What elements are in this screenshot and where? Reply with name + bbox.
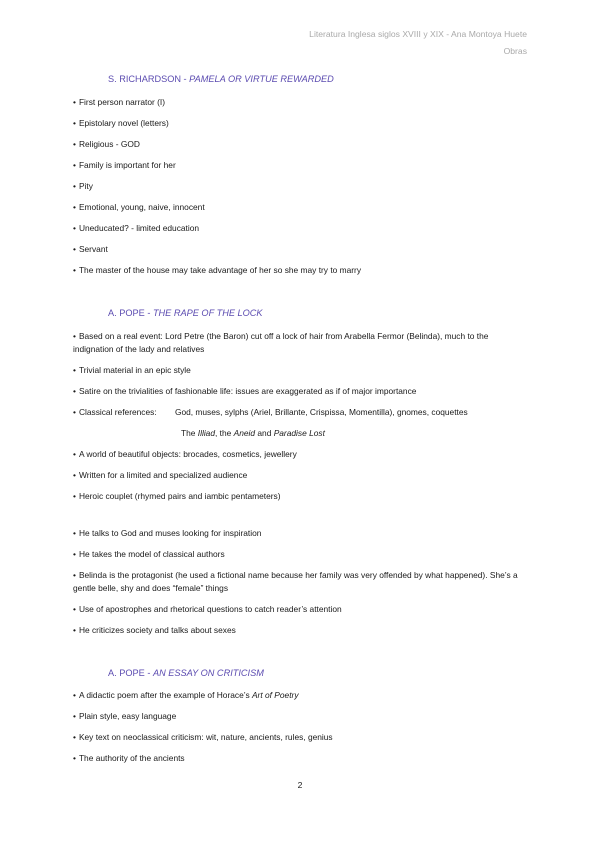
work-title: Aneid bbox=[233, 428, 256, 438]
list-item: • Epistolary novel (letters) bbox=[73, 118, 169, 128]
section-title-richardson bbox=[108, 74, 334, 84]
list-item: • First person narrator (I) bbox=[73, 97, 166, 107]
list-item: • Family is important for her bbox=[73, 160, 176, 170]
list-item: • The authority of the ancients bbox=[73, 753, 185, 763]
section-author: A. POPE - bbox=[108, 668, 153, 678]
header-section: Obras bbox=[503, 46, 527, 56]
list-item: • Key text on neoclassical criticism: wit, nature, ancients, rules, genius bbox=[73, 732, 333, 742]
section-author: A. POPE - bbox=[108, 308, 153, 318]
list-item: • Heroic couplet (rhymed pairs and iambic pentameters) bbox=[73, 491, 281, 501]
classical-sub-line: The Illiad, the Aneid and Paradise Lost bbox=[181, 428, 325, 438]
list-item: • Pity bbox=[73, 181, 93, 191]
list-item: • Use of apostrophes and rhetorical questions to catch reader’s attention bbox=[73, 604, 342, 614]
list-item: • Emotional, young, naive, innocent bbox=[73, 202, 205, 212]
list-item: • He talks to God and muses looking for inspiration bbox=[73, 528, 262, 538]
list-item: • Plain style, easy language bbox=[73, 711, 177, 721]
list-item: • A didactic poem after the example of Horace’s Art of Poetry bbox=[73, 690, 299, 700]
list-item: • Uneducated? - limited education bbox=[73, 223, 200, 233]
list-item: • Religious - GOD bbox=[73, 139, 140, 149]
section-work: PAMELA OR VIRTUE REWARDED bbox=[189, 74, 334, 84]
list-item: • The master of the house may take advantage of her so she may try to marry bbox=[73, 265, 362, 275]
list-item-classical-references: • Classical references: God, muses, sylphs (Ariel, Brillante, Crispissa, Momentilla), gnomes, coquettes bbox=[73, 407, 468, 417]
list-item: • Servant bbox=[73, 244, 108, 254]
section-author: S. RICHARDSON - bbox=[108, 74, 190, 84]
header-course-title: Literatura Inglesa siglos XVIII y XIX - Ana Montoya Huete bbox=[309, 29, 527, 39]
list-item: • Based on a real event: Lord Petre (the Baron) cut off a lock of hair from Arabella Fermor (Belinda), much to the indignation of the lady and relatives bbox=[73, 331, 489, 354]
list-item: • Trivial material in an epic style bbox=[73, 365, 191, 375]
section-title-essay-on-criticism bbox=[108, 668, 264, 678]
list-item: • He takes the model of classical authors bbox=[73, 549, 225, 559]
section-work: THE RAPE OF THE LOCK bbox=[152, 308, 263, 318]
page-number: 2 bbox=[297, 780, 303, 790]
page-header bbox=[309, 26, 527, 60]
list-item: • Satire on the trivialities of fashionable life: issues are exaggerated as if of major importance bbox=[73, 386, 417, 396]
work-title: Paradise Lost bbox=[273, 428, 325, 438]
section-work: AN ESSAY ON CRITICISM bbox=[152, 668, 264, 678]
classical-value: God, muses, sylphs (Ariel, Brillante, Crispissa, Momentilla), gnomes, coquettes bbox=[174, 407, 468, 417]
section-title-rape-of-the-lock bbox=[108, 308, 263, 318]
list-item: • Written for a limited and specialized audience bbox=[73, 470, 248, 480]
work-title: Illiad bbox=[197, 428, 215, 438]
list-item: • Belinda is the protagonist (he used a fictional name because her family was very offended by what happened). She’s a gentle belle, shy and does “female” things bbox=[73, 570, 518, 593]
list-item: • A world of beautiful objects: brocades, cosmetics, jewellery bbox=[73, 449, 297, 459]
work-title: Art of Poetry bbox=[251, 690, 299, 700]
classical-label: Classical references: bbox=[78, 407, 157, 417]
list-item: • He criticizes society and talks about sexes bbox=[73, 625, 236, 635]
